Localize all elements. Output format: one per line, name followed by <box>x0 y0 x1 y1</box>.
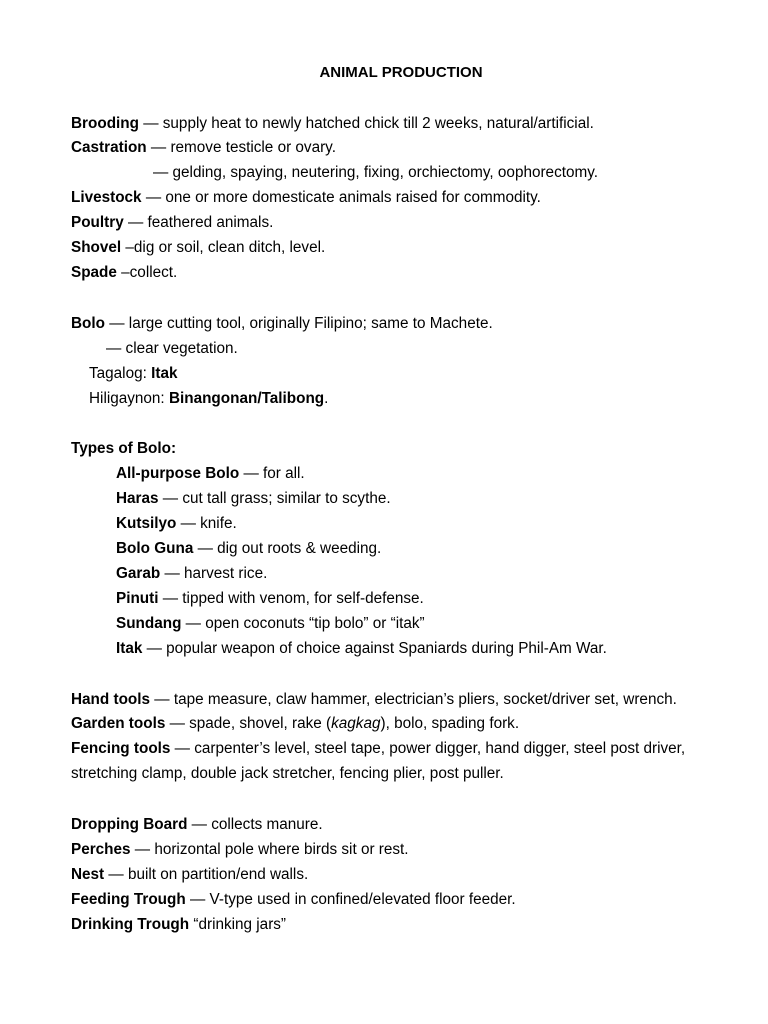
garden-tools <box>71 714 519 734</box>
definition-text: — feathered animals. <box>123 214 274 231</box>
term: Hand tools <box>71 691 151 708</box>
definition-text: — dig out roots & weeding. <box>193 540 382 557</box>
housing-item <box>71 865 308 885</box>
term: Garab <box>116 565 161 582</box>
term: Haras <box>116 490 159 507</box>
housing-item <box>71 815 323 835</box>
term: Fencing tools <box>71 740 171 757</box>
term: Shovel <box>71 239 122 256</box>
type-item <box>116 639 607 659</box>
type-item <box>116 614 425 634</box>
term: Itak <box>116 640 143 657</box>
definition-text: — knife. <box>176 515 237 532</box>
term: Brooding <box>71 115 139 132</box>
bolo-tagalog <box>89 364 177 384</box>
term: Sundang <box>116 615 182 632</box>
definition-text: stretching clamp, double jack stretcher, fencing plier, post puller. <box>71 765 504 782</box>
definition-livestock <box>71 188 541 208</box>
definition-text: –dig or soil, clean ditch, level. <box>121 239 326 256</box>
value: Binangonan/Talibong <box>168 390 325 407</box>
label: Tagalog: <box>89 365 152 382</box>
term: Bolo Guna <box>116 540 194 557</box>
definition-text: — open coconuts “tip bolo” or “itak” <box>181 615 425 632</box>
definition-text: — tipped with venom, for self-defense. <box>158 590 424 607</box>
definition-text: — horizontal pole where birds sit or rest. <box>130 841 409 858</box>
term: Poultry <box>71 214 124 231</box>
term: Perches <box>71 841 131 858</box>
housing-item <box>71 915 286 935</box>
bolo-hiligaynon <box>89 389 328 409</box>
type-item <box>116 514 237 534</box>
definition-shovel <box>71 238 325 258</box>
italic-term: kagkag <box>331 715 381 732</box>
term: Feeding Trough <box>71 891 186 908</box>
term: Spade <box>71 264 117 281</box>
definition-text: — supply heat to newly hatched chick till 2 weeks, natural/artificial. <box>138 115 594 132</box>
definition-text: — tape measure, claw hammer, electrician’s pliers, socket/driver set, wrench. <box>150 691 677 708</box>
definition-text: ), bolo, spading fork. <box>380 715 520 732</box>
definition-spade <box>71 263 177 283</box>
type-item <box>116 564 267 584</box>
term: Garden tools <box>71 715 166 732</box>
definition-text: — cut tall grass; similar to scythe. <box>158 490 391 507</box>
type-item <box>116 539 381 559</box>
value: Itak <box>151 365 178 382</box>
type-item <box>116 489 391 509</box>
bolo-sub-definition <box>106 339 238 359</box>
type-item <box>116 589 424 609</box>
definition-text: — for all. <box>239 465 305 482</box>
definition-poultry <box>71 213 273 233</box>
housing-item <box>71 840 409 860</box>
definition-castration <box>71 138 336 158</box>
definition-text: — gelding, spaying, neutering, fixing, orchiectomy, oophorectomy. <box>153 164 598 181</box>
heading: Types of Bolo: <box>71 440 177 457</box>
definition-text: — harvest rice. <box>160 565 268 582</box>
term: All-purpose Bolo <box>116 465 240 482</box>
definition-text: — large cutting tool, originally Filipino; same to Machete. <box>105 315 493 332</box>
definition-text: — spade, shovel, rake ( <box>165 715 332 732</box>
type-item <box>116 464 305 484</box>
definition-text: — collects manure. <box>187 816 323 833</box>
term: Drinking Trough <box>71 916 190 933</box>
definition-castration-synonyms <box>153 163 598 183</box>
hand-tools <box>71 690 677 710</box>
definition-text: — built on partition/end walls. <box>104 866 309 883</box>
term: Castration <box>71 139 147 156</box>
definition-text: — clear vegetation. <box>106 340 238 357</box>
definition-text: “drinking jars” <box>189 916 287 933</box>
term: Kutsilyo <box>116 515 177 532</box>
housing-item <box>71 890 516 910</box>
term: Pinuti <box>116 590 159 607</box>
label: Hiligaynon: <box>89 390 169 407</box>
definition-text: — carpenter’s level, steel tape, power digger, hand digger, steel post driver, <box>170 740 686 757</box>
definition-text: — popular weapon of choice against Spaniards during Phil-Am War. <box>142 640 607 657</box>
fencing-tools-continued <box>71 764 504 784</box>
term: Livestock <box>71 189 142 206</box>
definition-text: — remove testicle or ovary. <box>146 139 336 156</box>
punctuation: . <box>324 390 329 407</box>
term: Dropping Board <box>71 816 188 833</box>
definition-text: — one or more domesticate animals raised for commodity. <box>141 189 541 206</box>
term: Nest <box>71 866 105 883</box>
fencing-tools <box>71 739 685 759</box>
definition-text: — V-type used in confined/elevated floor feeder. <box>185 891 516 908</box>
definition-text: –collect. <box>116 264 178 281</box>
page-title: ANIMAL PRODUCTION <box>319 64 483 81</box>
term: Bolo <box>71 315 105 332</box>
definition-brooding <box>71 114 594 134</box>
types-heading <box>71 439 176 459</box>
bolo-definition <box>71 314 493 334</box>
